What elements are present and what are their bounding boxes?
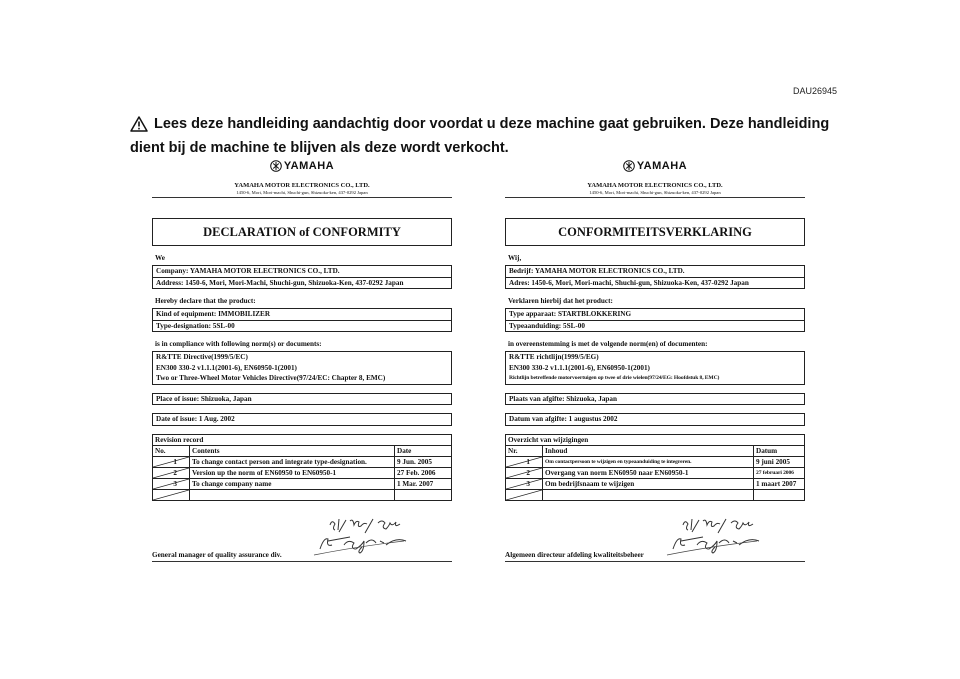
column-header: Nr.	[506, 445, 543, 456]
place-box	[505, 393, 805, 406]
yamaha-logo	[505, 160, 805, 176]
document-title: CONFORMITEITSVERKLARING	[505, 218, 805, 246]
column-header: No.	[153, 445, 190, 456]
warning-notice	[130, 112, 842, 160]
tuning-fork-logo-icon	[270, 160, 282, 172]
document-title: DECLARATION of CONFORMITY	[152, 218, 452, 246]
table-row	[506, 467, 805, 478]
warning-triangle-icon	[130, 116, 148, 132]
revision-contents: Om bedrijfsnaam te wijzigen	[543, 478, 754, 489]
company-name: YAMAHA MOTOR ELECTRONICS CO., LTD.	[587, 182, 723, 189]
norm-line: R&TTE richtlijn(1999/5/EG)	[509, 353, 599, 361]
revision-date: 1 maart 2007	[754, 478, 805, 489]
revision-contents: To change company name	[190, 478, 395, 489]
table-row	[506, 478, 805, 489]
norm-line: EN300 330-2 v1.1.1(2001-6), EN60950-1(2001)	[509, 363, 650, 372]
declaration-nl	[505, 160, 805, 562]
logo-text: YAMAHA	[283, 160, 335, 172]
date-box	[152, 413, 452, 426]
revision-number: 3	[173, 479, 177, 488]
revision-table	[152, 434, 452, 501]
revision-title: Revision record	[153, 434, 452, 445]
type-designation-line: Type-designation: 5SL-00	[153, 320, 451, 332]
column-header: Inhoud	[543, 445, 754, 456]
revision-number: 3	[526, 479, 530, 488]
norm-line: Two or Three-Wheel Motor Vehicles Directive(97/24/EC: Chapter 8, EMC)	[156, 374, 386, 382]
norm-line: EN300 330-2 v1.1.1(2001-6), EN60950-1(2001)	[156, 363, 297, 372]
revision-number: 1	[526, 457, 530, 466]
logo-text: YAMAHA	[636, 160, 688, 172]
revision-number: 2	[526, 468, 530, 477]
table-row-empty	[506, 489, 805, 500]
company-line: Company: YAMAHA MOTOR ELECTRONICS CO., LTD.	[156, 267, 340, 275]
revision-contents: Om contactpersoon te wijzigen en typeaanduiding te integreren.	[543, 456, 754, 467]
norm-line: R&TTE Directive(1999/5/EC)	[156, 353, 248, 361]
compliance-label: is in compliance with following norm(s) or documents:	[155, 340, 322, 348]
handwritten-signature	[310, 511, 420, 559]
revision-date: 1 Mar. 2007	[395, 478, 452, 489]
signature-label: General manager of quality assurance div.	[152, 550, 282, 559]
company-box	[152, 265, 452, 289]
signature-block	[505, 511, 805, 562]
table-row	[153, 467, 452, 478]
yamaha-logo	[152, 160, 452, 176]
company-line: Bedrijf: YAMAHA MOTOR ELECTRONICS CO., LTD.	[509, 267, 685, 275]
declare-label: Hereby declare that the product:	[155, 297, 256, 305]
declaration-en	[152, 160, 452, 562]
tuning-fork-logo-icon	[623, 160, 635, 172]
revision-date: 9 Jun. 2005	[395, 456, 452, 467]
place-of-issue: Place of issue: Shizuoka, Japan	[156, 394, 252, 403]
table-row	[506, 456, 805, 467]
company-box	[505, 265, 805, 289]
company-address: 1450-6, Mori, Mori-machi, Shuchi-gun, Shizuoka-ken, 437-0292 Japan	[152, 190, 452, 198]
address-line: Adres: 1450-6, Mori, Mori-machi, Shuchi-gun, Shizuoka-Ken, 437-0292 Japan	[506, 277, 804, 289]
declare-label: Verklaren hierbij dat het product:	[508, 297, 613, 305]
date-box	[505, 413, 805, 426]
equipment-line: Type apparaat: STARTBLOKKERING	[509, 310, 632, 318]
revision-date: 27 februari 2006	[754, 467, 805, 478]
revision-contents: Version up the norm of EN60950 to EN60950-1	[190, 467, 395, 478]
company-name: YAMAHA MOTOR ELECTRONICS CO., LTD.	[234, 182, 370, 189]
handwritten-signature	[663, 511, 773, 559]
column-header: Date	[395, 445, 452, 456]
place-box	[152, 393, 452, 406]
type-designation-line: Typeaanduiding: 5SL-00	[506, 320, 804, 332]
we-label: We	[155, 254, 165, 262]
warning-text: Lees deze handleiding aandachtig door voordat u deze machine gaat gebruiken. Deze handleiding dient bij de machine te blijven als deze wordt verkocht.	[130, 116, 830, 156]
we-label: Wij,	[508, 254, 522, 262]
product-box	[152, 308, 452, 332]
column-header: Datum	[754, 445, 805, 456]
equipment-line: Kind of equipment: IMMOBILIZER	[156, 310, 271, 318]
date-of-issue: Date of issue: 1 Aug. 2002	[156, 415, 235, 423]
signature-label: Algemeen directeur afdeling kwaliteitsbeheer	[505, 550, 644, 559]
revision-number: 1	[173, 457, 177, 466]
table-row	[153, 456, 452, 467]
revision-date: 27 Feb. 2006	[395, 467, 452, 478]
revision-number: 2	[173, 468, 177, 477]
column-header: Contents	[190, 445, 395, 456]
date-of-issue: Datum van afgifte: 1 augustus 2002	[509, 415, 618, 423]
norms-box	[152, 351, 452, 385]
table-row	[153, 478, 452, 489]
place-of-issue: Plaats van afgifte: Shizuoka, Japan	[509, 394, 618, 403]
revision-table	[505, 434, 805, 501]
revision-contents: To change contact person and integrate type-designation.	[190, 456, 395, 467]
company-address: 1450-6, Mori, Mori-machi, Shuchi-gun, Shizuoka-ken, 437-0292 Japan	[505, 190, 805, 198]
norm-line: Richtlijn betreffende motorvoertuigen op twee of drie wielen(97/24/EG: Hoofdstuk 8, EMC)	[509, 375, 720, 381]
table-row-empty	[153, 489, 452, 500]
norms-box	[505, 351, 805, 385]
revision-title: Overzicht van wijzigingen	[506, 434, 805, 445]
product-box	[505, 308, 805, 332]
page-code: DAU26945	[793, 86, 838, 96]
signature-block	[152, 511, 452, 562]
address-line: Address: 1450-6, Mori, Mori-Machi, Shuchi-gun, Shizuoka-Ken, 437-0292 Japan	[153, 277, 451, 289]
revision-date: 9 juni 2005	[754, 456, 805, 467]
revision-contents: Overgang van norm EN60950 naar EN60950-1	[543, 467, 754, 478]
compliance-label: in overeenstemming is met de volgende norm(en) of documenten:	[508, 340, 708, 348]
